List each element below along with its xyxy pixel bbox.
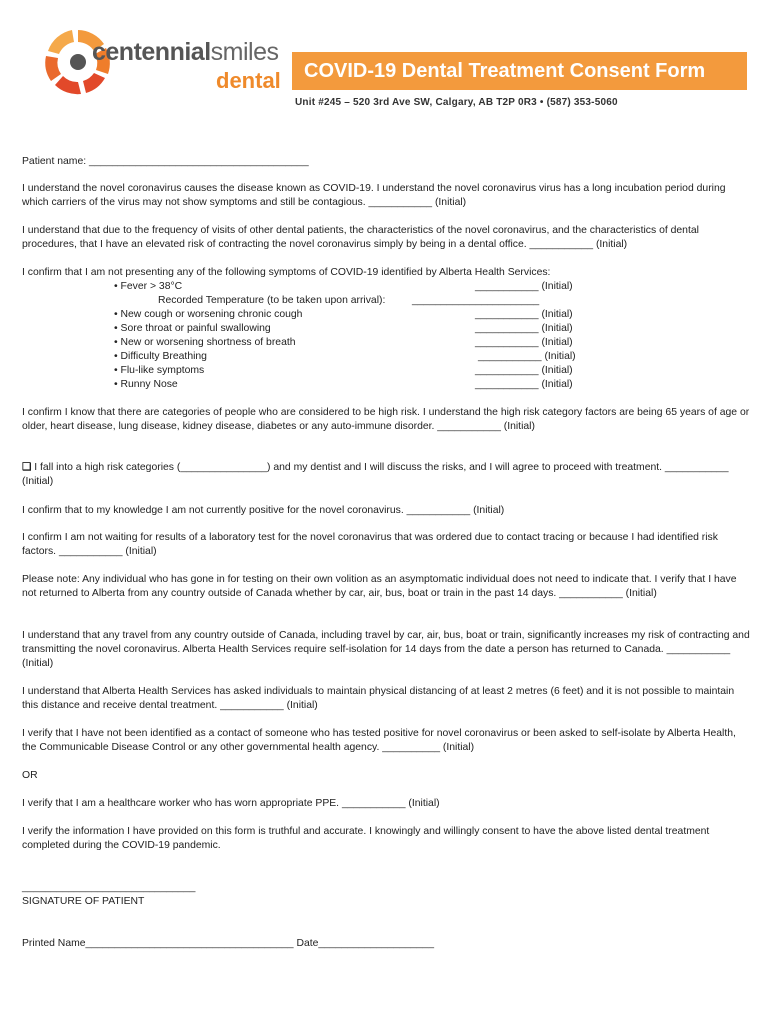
symptom-item: • Difficulty Breathing xyxy=(114,351,207,362)
initial-field[interactable]: ___________ (Initial) xyxy=(475,379,573,390)
symptom-item: • Fever > 38°C xyxy=(114,281,183,292)
form-title: COVID-19 Dental Treatment Consent Form xyxy=(292,52,747,90)
symptom-item: • New or worsening shortness of breath xyxy=(114,337,296,348)
temperature-field[interactable]: ______________________ xyxy=(412,295,540,306)
symptom-item: • Flu-like symptoms xyxy=(114,365,205,376)
or-separator: OR xyxy=(22,770,38,781)
consent-paragraph-travel-risk: I understand that any travel from any country outside of Canada, including travel by car, air, bus, boat or train, significantly increases my risk of contracting and transmitting the novel coronavirus. Alberta Health Services require self-isolation for 14 days from the date a person has returned to Canada. ___________ (Initial) xyxy=(22,630,750,669)
consent-paragraph-verification: I verify the information I have provided on this form is truthful and accurate. I knowingly and willingly consent to have the above listed dental treatment completed during the COVID-19 pandemic. xyxy=(22,826,710,851)
consent-paragraph-lab-test: I confirm I am not waiting for results of a laboratory test for the novel coronavirus that was ordered due to contact tracing or because I had identified risk factors. ___________ (Initial) xyxy=(22,532,718,557)
checkbox-icon[interactable]: ❑ xyxy=(22,462,32,473)
symptom-item: • Runny Nose xyxy=(114,379,178,390)
consent-paragraph-travel-return: Please note: Any individual who has gone in for testing on their own volition as an asymptomatic individual does not need to indicate that. I verify that I have not returned to Alberta from any country outside of Canada whether by car, air, bus, boat or train in the past 14 days. ___________ (Initial) xyxy=(22,574,737,599)
high-risk-checkbox-row xyxy=(22,461,752,489)
initial-field[interactable]: ___________ (Initial) xyxy=(475,309,573,320)
consent-paragraph-incubation: I understand the novel coronavirus causes the disease known as COVID-19. I understand the novel coronavirus virus has a long incubation period during which carriers of the virus may not show symptoms and still be contagious. ___________ (Initial) xyxy=(22,183,726,208)
consent-paragraph-healthcare-worker: I verify that I am a healthcare worker who has worn appropriate PPE. ___________ (Initial) xyxy=(22,798,440,809)
symptoms-intro: I confirm that I am not presenting any of the following symptoms of COVID-19 identified by Alberta Health Services: xyxy=(22,267,551,278)
temperature-label: Recorded Temperature (to be taken upon arrival): xyxy=(158,295,386,306)
symptom-item: • New cough or worsening chronic cough xyxy=(114,309,303,320)
consent-paragraph-contact: I verify that I have not been identified as a contact of someone who has tested positive for novel coronavirus or been asked to self-isolate by Alberta Health, the Communicable Disease Control or any other governmental health agency. __________ (Initial) xyxy=(22,728,736,753)
consent-paragraph-high-risk: I confirm I know that there are categories of people who are considered to be high risk. I understand the high risk category factors are being 65 years of age or older, heart disease, lung disease, kidney disease, diabetes or any auto-immune disorder. ___________ (Initial) xyxy=(22,407,750,432)
initial-field[interactable]: ___________ (Initial) xyxy=(475,365,573,376)
initial-field[interactable]: ___________ (Initial) xyxy=(478,351,576,362)
initial-field[interactable]: ___________ (Initial) xyxy=(475,337,573,348)
symptom-item: • Sore throat or painful swallowing xyxy=(114,323,271,334)
consent-paragraph-distancing: I understand that Alberta Health Services has asked individuals to maintain physical distancing of at least 2 metres (6 feet) and it is not possible to maintain this distance and receive dental treatment. ___________ (Initial) xyxy=(22,686,735,711)
high-risk-checkbox-label: I fall into a high risk categories (_______________) and my dentist and I will discuss the risks, and I will agree to proceed with treatment. ___________ (Initial) xyxy=(22,462,729,487)
patient-name-field[interactable]: Patient name: ______________________________________ xyxy=(22,156,309,167)
logo-text: centennialsmiles xyxy=(92,38,279,66)
initial-field[interactable]: ___________ (Initial) xyxy=(475,323,573,334)
signature-label: SIGNATURE OF PATIENT xyxy=(22,896,145,907)
printed-name-date-field[interactable]: Printed Name____________________________________ Date____________________ xyxy=(22,938,434,949)
consent-paragraph-not-positive: I confirm that to my knowledge I am not currently positive for the novel coronavirus. ___________ (Initial) xyxy=(22,505,505,516)
consent-paragraph-elevated-risk: I understand that due to the frequency of visits of other dental patients, the characteristics of the novel coronavirus, and the characteristics of dental procedures, that I have an elevated risk of contracting the novel coronavirus simply by being in a dental office. ___________ (Initial) xyxy=(22,225,699,250)
clinic-address: Unit #245 – 520 3rd Ave SW, Calgary, AB T2P 0R3 • (587) 353-5060 xyxy=(295,97,618,108)
logo-subtext: dental xyxy=(216,68,281,93)
signature-field[interactable]: ______________________________ xyxy=(22,882,196,893)
initial-field[interactable]: ___________ (Initial) xyxy=(475,281,573,292)
